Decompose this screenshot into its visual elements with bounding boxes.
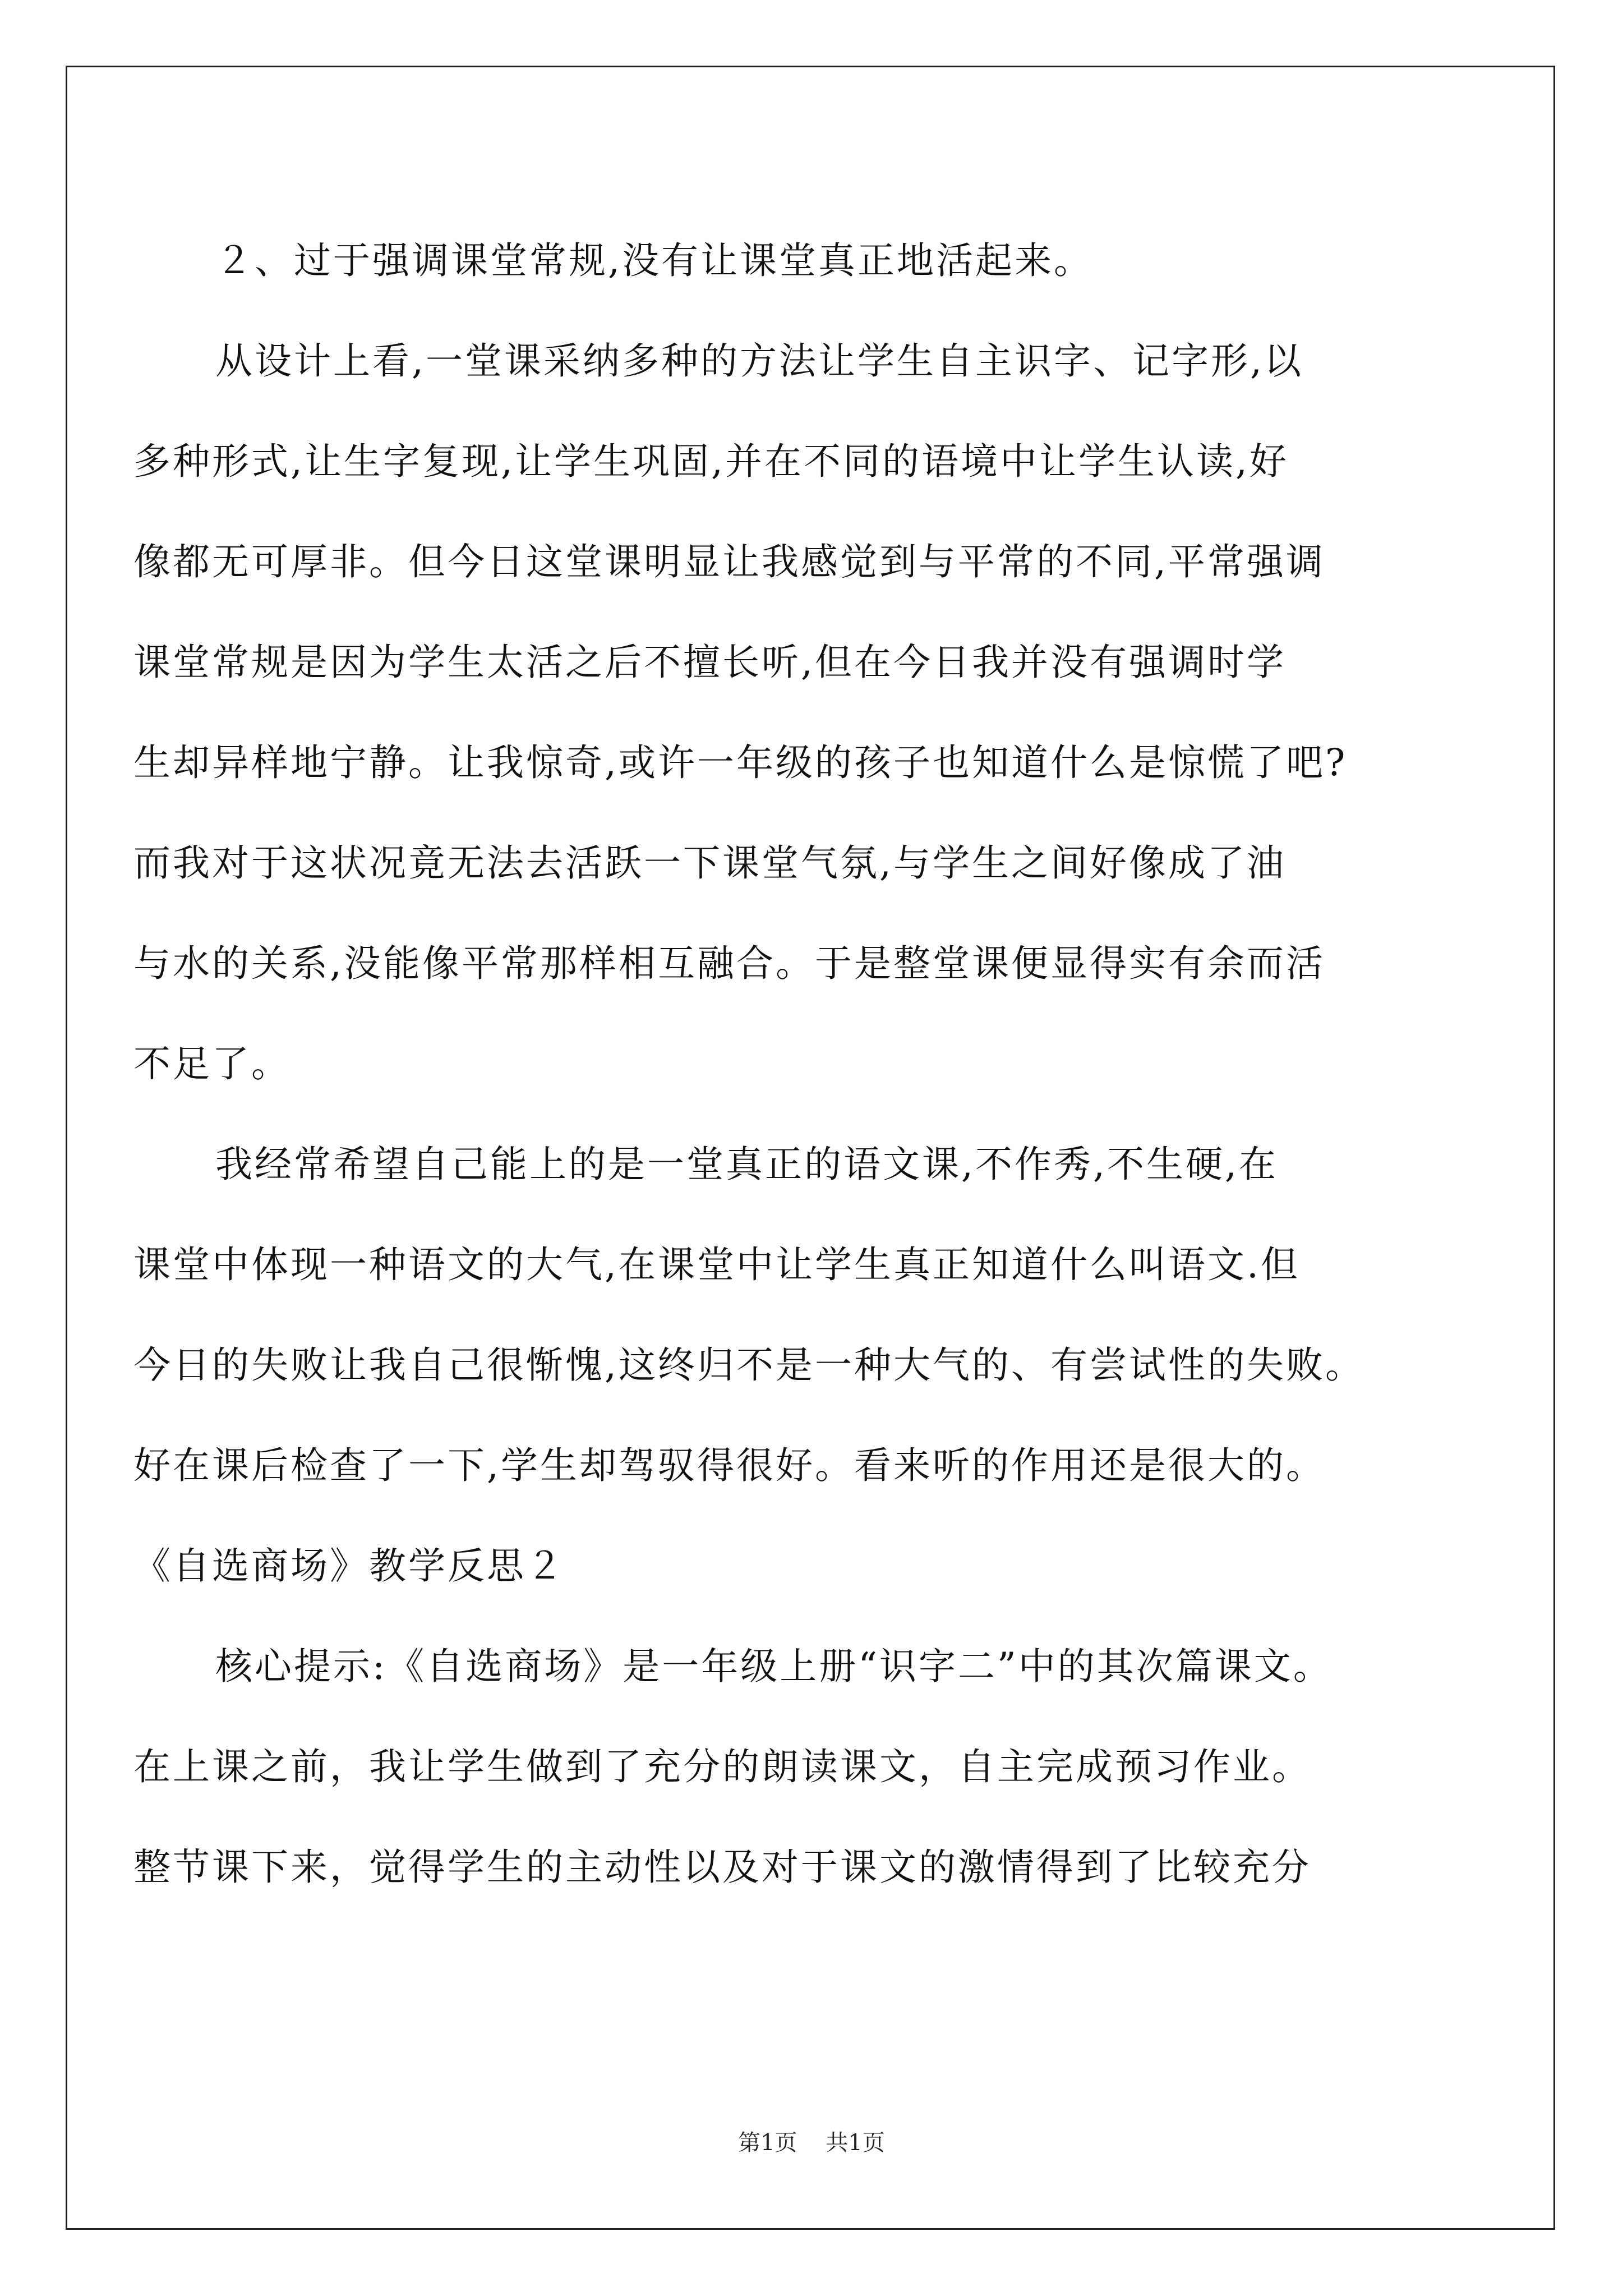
- paragraph-line: 我经常希望自己能上的是一堂真正的语文课,不作秀,不生硬,在: [215, 1143, 1278, 1186]
- paragraph-line: 整节课下来，觉得学生的主动性以及对于课文的激情得到了比较充分: [133, 1846, 1311, 1889]
- paragraph-line: 好在课后检查了一下,学生却驾驭得很好。看来听的作用还是很大的。: [133, 1444, 1325, 1487]
- paragraph-line: 课堂中体现一种语文的大气,在课堂中让学生真正知道什么叫语文.但: [133, 1243, 1300, 1286]
- paragraph-line: 与水的关系,没能像平常那样相互融合。于是整堂课便显得实有余而活: [133, 942, 1325, 985]
- paragraph-line: 多种形式,让生字复现,让学生巩固,并在不同的语境中让学生认读,好: [133, 440, 1289, 483]
- paragraph-line: 核心提示:《自选商场》是一年级上册“识字二”中的其次篇课文。: [215, 1645, 1332, 1688]
- paragraph-line: 像都无可厚非。但今日这堂课明显让我感觉到与平常的不同,平常强调: [133, 540, 1325, 583]
- paragraph-line: ２、过于强调课堂常规,没有让课堂真正地活起来。: [215, 239, 1093, 282]
- paragraph-line: 生却异样地宁静。让我惊奇,或许一年级的孩子也知道什么是惊慌了吧?: [133, 741, 1348, 784]
- paragraph-line: 从设计上看,一堂课采纳多种的方法让学生自主识字、记字形,以: [215, 339, 1303, 383]
- paragraph-line: 今日的失败让我自己很惭愧,这终归不是一种大气的、有尝试性的失败。: [133, 1343, 1364, 1387]
- document-body: [133, 210, 1496, 1917]
- section-heading: 《自选商场》教学反思２: [133, 1544, 565, 1588]
- paragraph-line: 而我对于这状况竟无法去活跃一下课堂气氛,与学生之间好像成了油: [133, 841, 1286, 885]
- paragraph-line: 课堂常规是因为学生太活之后不擅长听,但在今日我并没有强调时学: [133, 641, 1286, 684]
- paragraph-line: 在上课之前，我让学生做到了充分的朗读课文，自主完成预习作业。: [133, 1745, 1311, 1788]
- paragraph-line: 不足了。: [133, 1042, 291, 1085]
- page-number-footer: 第1页 共1页: [738, 2130, 885, 2156]
